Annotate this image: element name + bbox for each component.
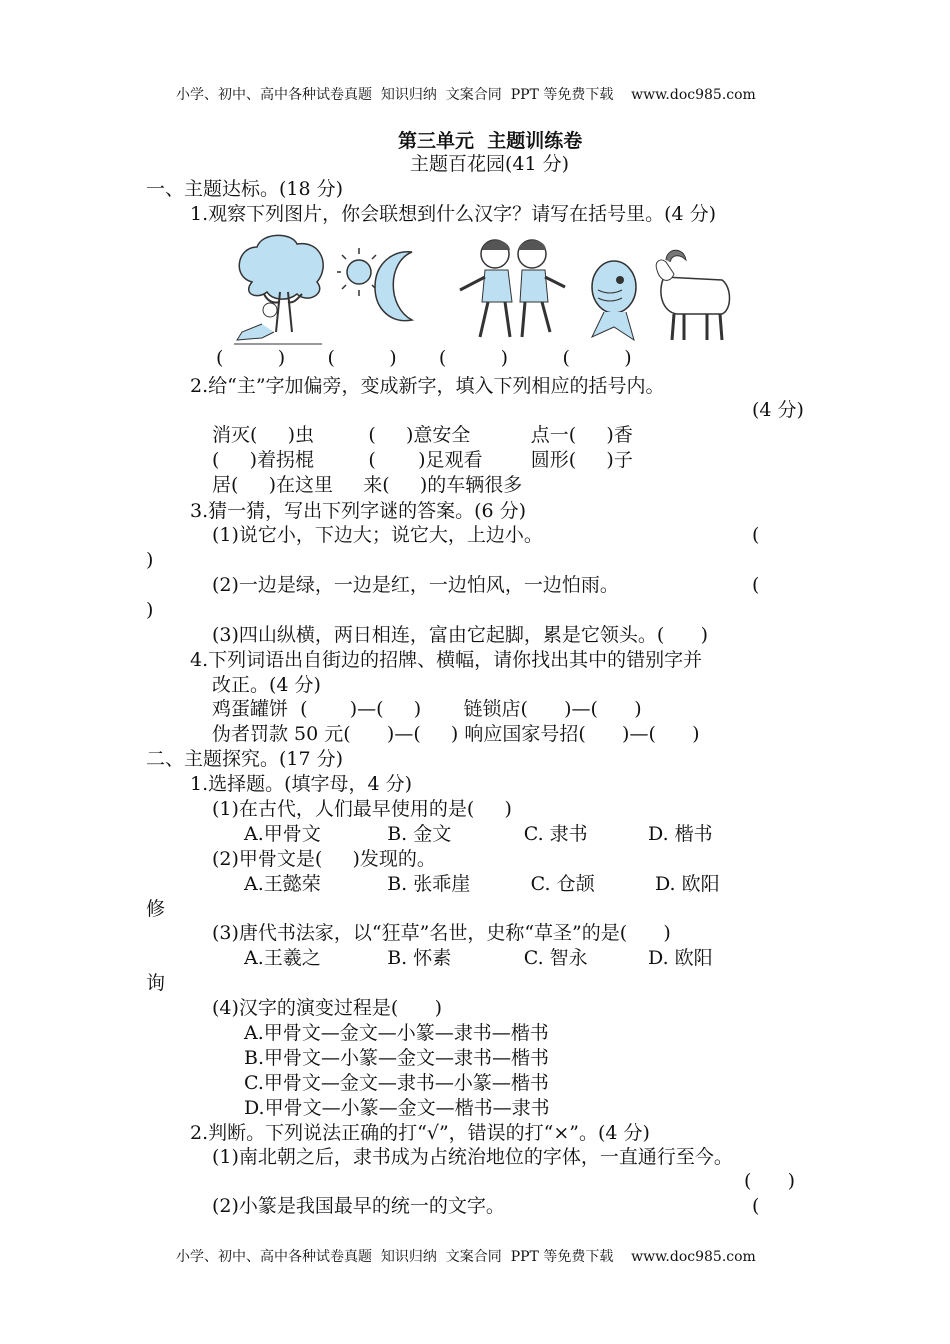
question-1-2: 2.给“主”字加偏旁，变成新字，填入下列相应的括号内。: [190, 375, 665, 397]
question-1-1: 1.观察下列图片，你会联想到什么汉字？请写在括号里。(4 分): [190, 203, 717, 225]
typo-row-2: 伪者罚款 50 元( )—( ) 响应国家号招( )—( ): [212, 723, 700, 745]
riddle-2-blank-close: ): [146, 599, 154, 621]
choice-q4: (4)汉字的演变过程是( ): [212, 997, 442, 1019]
choice-q1: (1)在古代，人们最早使用的是( ): [212, 798, 512, 820]
riddle-2-blank-open: (: [752, 574, 760, 596]
question-1-4: 4.下列词语出自街边的招牌、横幅，请你找出其中的错别字并: [190, 649, 703, 671]
judge-1: (1)南北朝之后，隶书成为占统治地位的字体，一直通行至今。: [212, 1146, 733, 1168]
fish-picture: [584, 232, 648, 350]
choice-q3-options: A.王羲之 B. 怀素 C. 智永 D. 欧阳: [244, 947, 713, 969]
fill-row-1: 消灭( )虫 ( )意安全 点一( )香: [212, 424, 633, 446]
page-title: 第三单元 主题训练卷: [398, 130, 583, 152]
choice-q4-option-c: C.甲骨文—金文—隶书—小篆—楷书: [244, 1072, 549, 1094]
question-1-3: 3.猜一猜，写出下列字谜的答案。(6 分): [190, 500, 527, 522]
choice-q2: (2)甲骨文是( )发现的。: [212, 848, 436, 870]
picture-answer-blanks: ( ) ( ) ( ) ( ): [216, 347, 632, 369]
question-1-4-cont: 改正。(4 分): [212, 674, 321, 696]
section-1-heading: 一、主题达标。(18 分): [146, 178, 344, 200]
sun-moon-picture: [337, 232, 437, 350]
two-children-running-picture: [450, 232, 570, 350]
choice-q3-wrap: 询: [146, 972, 166, 994]
choice-q4-option-a: A.甲骨文—金文—小篆—隶书—楷书: [244, 1022, 549, 1044]
question-2-1: 1.选择题。(填字母，4 分): [190, 773, 413, 795]
fill-row-3: 居( )在这里 来( )的车辆很多: [212, 474, 523, 496]
choice-q2-wrap: 修: [146, 898, 166, 920]
question-2-2: 2.判断。下列说法正确的打“√”，错误的打“×”。(4 分): [190, 1122, 650, 1144]
choice-q4-option-b: B.甲骨文—小篆—金文—隶书—楷书: [244, 1047, 550, 1069]
choice-q1-options: A.甲骨文 B. 金文 C. 隶书 D. 楷书: [244, 823, 713, 845]
riddle-3: (3)四山纵横，两日相连，富由它起脚，累是它领头。( ): [212, 624, 708, 646]
page-subtitle: 主题百花园(41 分): [410, 153, 570, 175]
riddle-1-blank-close: ): [146, 549, 154, 571]
tree-person-picture: [232, 232, 332, 350]
section-2-heading: 二、主题探究。(17 分): [146, 748, 344, 770]
typo-row-1: 鸡蛋罐饼 ( )—( ) 链锁店( )—( ): [212, 698, 642, 720]
riddle-1-blank-open: (: [752, 524, 760, 546]
page-footer: 小学、初中、高中各种试卷真题 知识归纳 文案合同 PPT 等免费下载 www.doc985.com: [176, 1249, 756, 1265]
sheep-picture: [652, 232, 732, 350]
judge-2: (2)小篆是我国最早的统一的文字。: [212, 1195, 505, 1217]
choice-q2-options: A.王懿荣 B. 张乖崖 C. 仓颉 D. 欧阳: [244, 873, 720, 895]
fill-row-2: ( )着拐棍 ( )足观看 圆形( )子: [212, 449, 633, 471]
choice-q4-option-d: D.甲骨文—小篆—金文—楷书—隶书: [244, 1097, 550, 1119]
judge-1-blank: ( ): [744, 1170, 796, 1192]
riddle-2: (2)一边是绿，一边是红，一边怕风，一边怕雨。: [212, 574, 619, 596]
question-1-2-points: (4 分): [752, 399, 804, 421]
choice-q3: (3)唐代书法家，以“狂草”名世，史称“草圣”的是( ): [212, 922, 671, 944]
picture-row: [232, 232, 728, 350]
riddle-1: (1)说它小，下边大；说它大，上边小。: [212, 524, 543, 546]
page-header: 小学、初中、高中各种试卷真题 知识归纳 文案合同 PPT 等免费下载 www.doc985.com: [176, 87, 756, 103]
judge-2-blank: (: [752, 1195, 760, 1217]
